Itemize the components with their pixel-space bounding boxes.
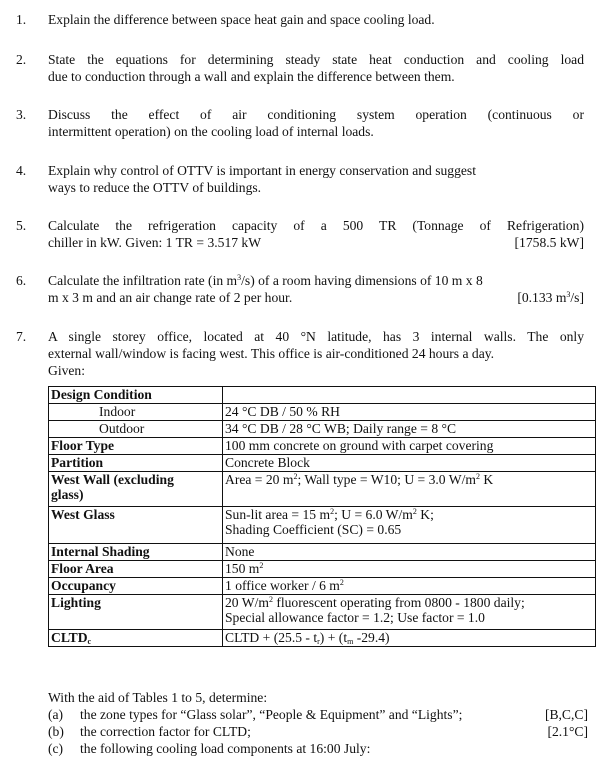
- table-row: [49, 455, 596, 472]
- table-cell: None: [223, 544, 596, 561]
- question-text: Explain the difference between space heat gain and space cooling load.: [48, 12, 435, 27]
- table-cell: Occupancy: [49, 578, 223, 595]
- question-text: State the equations for determining steady state heat conduction and cooling load: [48, 52, 584, 67]
- table-cell: Lighting: [49, 595, 223, 630]
- table-row: [49, 630, 596, 647]
- table-cell: Partition: [49, 455, 223, 472]
- question-text: Calculate the infiltration rate (in $m^3/s$) of a room having dimensions of 10 m x 8: [48, 273, 483, 288]
- table-cell: 34 °C DB / 28 °C WB; Daily range = 8 °C: [223, 421, 596, 438]
- question-number: 6.: [16, 273, 27, 288]
- question-text: Discuss the effect of air conditioning system operation (continuous or: [48, 107, 584, 122]
- question-text: Calculate the refrigeration capacity of a 500 TR (Tonnage of Refrigeration): [48, 218, 584, 233]
- table-cell: Floor Area: [49, 561, 223, 578]
- question-number: 3.: [16, 107, 27, 122]
- question-number: 1.: [16, 12, 27, 27]
- question-text: Explain why control of OTTV is important in energy conservation and suggest: [48, 163, 476, 178]
- table-cell: Outdoor: [49, 421, 223, 438]
- table-cell: CLTD + $(25.5 - t_r) + (t_m$ -29.4): [223, 630, 596, 647]
- table-row: [49, 438, 596, 455]
- question-text: due to conduction through a wall and explain the difference between them.: [48, 69, 455, 84]
- question-text: ways to reduce the OTTV of buildings.: [48, 180, 262, 195]
- question-number: 7.: [16, 329, 27, 344]
- question-number: 2.: [16, 52, 27, 67]
- table-row: [49, 404, 596, 421]
- table-cell: West Wall (excluding glass): [49, 472, 223, 507]
- table-cell: [223, 387, 596, 404]
- table-row: [49, 387, 596, 404]
- design-condition-table: [48, 386, 596, 647]
- table-cell: Area = 20 $m^2$; Wall type = W10; U = 3.0 $W/m^2$ K: [223, 472, 596, 507]
- list-item: (a) the zone types for “Glass solar”, “People & Equipment” and “Lights”; [B,C,C]: [48, 707, 588, 722]
- table-row: [49, 578, 596, 595]
- table-cell: Indoor: [49, 404, 223, 421]
- intro-text: With the aid of Tables 1 to 5, determine:: [48, 690, 268, 705]
- question-number: 4.: [16, 163, 27, 178]
- table-cell: Sun-lit area = 15 $m^2$; U = 6.0 $W/m^2$ K; Shading Coefficient (SC) = 0.65: [223, 507, 596, 544]
- list-item: (c) the following cooling load components at 16:00 July:: [48, 741, 371, 756]
- table-cell: Concrete Block: [223, 455, 596, 472]
- given-label: Given:: [48, 363, 85, 378]
- table-cell: 20 $W/m^2$ fluorescent operating from 0800 - 1800 daily; Special allowance factor = 1.2; Use factor = 1.0: [223, 595, 596, 630]
- question-7: [16, 328, 584, 379]
- question-1: [16, 11, 584, 28]
- table-cell: Internal Shading: [49, 544, 223, 561]
- list-item: (b) the correction factor for CLTD; [2.1°C]: [48, 724, 588, 739]
- answer-text: [0.133 $m^3/s$]: [517, 290, 584, 305]
- table-cell: 24 °C DB / 50 % RH: [223, 404, 596, 421]
- sub-questions: [48, 689, 588, 757]
- question-text: chiller in kW. Given: 1 TR = 3.517 kW: [48, 235, 262, 250]
- table-row: [49, 544, 596, 561]
- question-number: 5.: [16, 218, 27, 233]
- question-6: [16, 272, 584, 306]
- question-text: intermittent operation) on the cooling load of internal loads.: [48, 124, 374, 139]
- table-row: [49, 507, 596, 544]
- table-row: [49, 595, 596, 630]
- question-text: A single storey office, located at 40 °N latitude, has 3 internal walls. The only: [48, 329, 584, 344]
- table-cell: Floor Type: [49, 438, 223, 455]
- question-text: m x 3 m and an air change rate of 2 per hour.: [48, 290, 293, 305]
- question-text: external wall/window is facing west. This office is air-conditioned 24 hours a day.: [48, 346, 495, 361]
- table-cell: 100 mm concrete on ground with carpet covering: [223, 438, 596, 455]
- question-3: [16, 106, 584, 140]
- question-4: [16, 162, 584, 196]
- table-cell: 1 office worker / 6 $m^2$: [223, 578, 596, 595]
- table-row: [49, 421, 596, 438]
- question-2: [16, 51, 584, 85]
- table-row: [49, 561, 596, 578]
- answer-text: [1758.5 kW]: [514, 235, 584, 250]
- table-cell: Design Condition: [49, 387, 223, 404]
- table-cell: 150 $m^2$: [223, 561, 596, 578]
- table-cell: West Glass: [49, 507, 223, 544]
- table-row: [49, 472, 596, 507]
- question-5: [16, 217, 584, 251]
- table-cell: $CLTD_c$: [49, 630, 223, 647]
